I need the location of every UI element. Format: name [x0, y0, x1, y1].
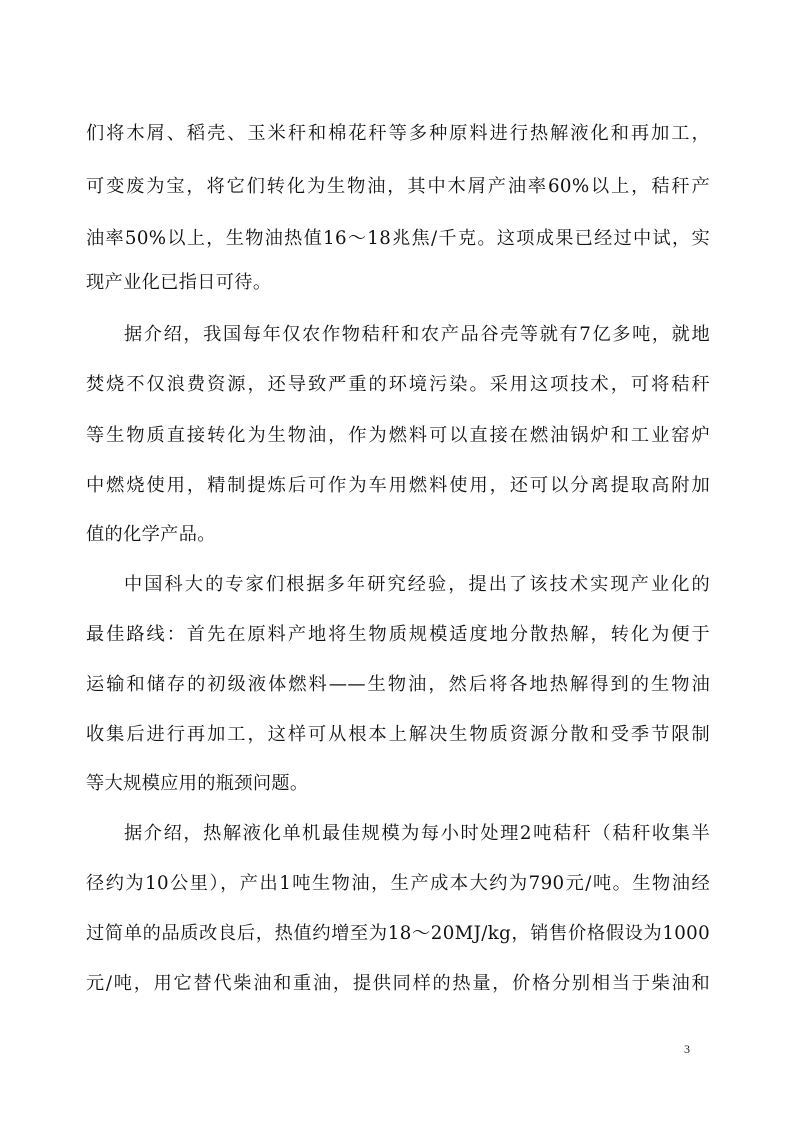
text-line: 等大规模应用的瓶颈问题。 — [86, 773, 309, 794]
text-line: 油率50%以上，生物油热值16～18兆焦/千克。这项成果已经过中试，实 — [86, 228, 710, 249]
text-line: 等生物质直接转化为生物油，作为燃料可以直接在燃油锅炉和工业窑炉 — [86, 425, 710, 446]
text-line: 中燃烧使用，精制提炼后可作为车用燃料使用，还可以分离提取高附加 — [86, 475, 710, 496]
page-number: 3 — [684, 1042, 690, 1056]
text-line: 收集后进行再加工，这样可从根本上解决生物质资源分散和受季节限制 — [86, 724, 710, 745]
text-line: 过简单的品质改良后，热值约增至为18～20MJ/kg，销售价格假设为1000 — [86, 923, 710, 944]
text-line: 运输和储存的初级液体燃料——生物油，然后将各地热解得到的生物油 — [86, 674, 710, 695]
text-line: 元/吨，用它替代柴油和重油，提供同样的热量，价格分别相当于柴油和 — [86, 973, 710, 994]
text-line: 焚烧不仅浪费资源，还导致严重的环境污染。采用这项技术，可将秸秆 — [86, 374, 710, 395]
text-line: 值的化学产品。 — [86, 524, 216, 545]
text-line: 据介绍，热解液化单机最佳规模为每小时处理2吨秸秆（秸秆收集半 — [124, 823, 710, 844]
text-line: 据介绍，我国每年仅农作物秸秆和农产品谷壳等就有7亿多吨，就地 — [124, 324, 710, 345]
text-line: 现产业化已指日可待。 — [86, 272, 272, 293]
text-line: 径约为10公里），产出1吨生物油，生产成本大约为790元/吨。生物油经 — [86, 873, 710, 894]
text-line: 最佳路线：首先在原料产地将生物质规模适度地分散热解，转化为便于 — [86, 624, 710, 645]
text-line: 可变废为宝，将它们转化为生物油，其中木屑产油率60%以上，秸秆产 — [86, 176, 710, 197]
text-line: 们将木屑、稻壳、玉米秆和棉花秆等多种原料进行热解液化和再加工， — [86, 123, 710, 144]
text-line: 中国科大的专家们根据多年研究经验，提出了该技术实现产业化的 — [124, 574, 710, 595]
